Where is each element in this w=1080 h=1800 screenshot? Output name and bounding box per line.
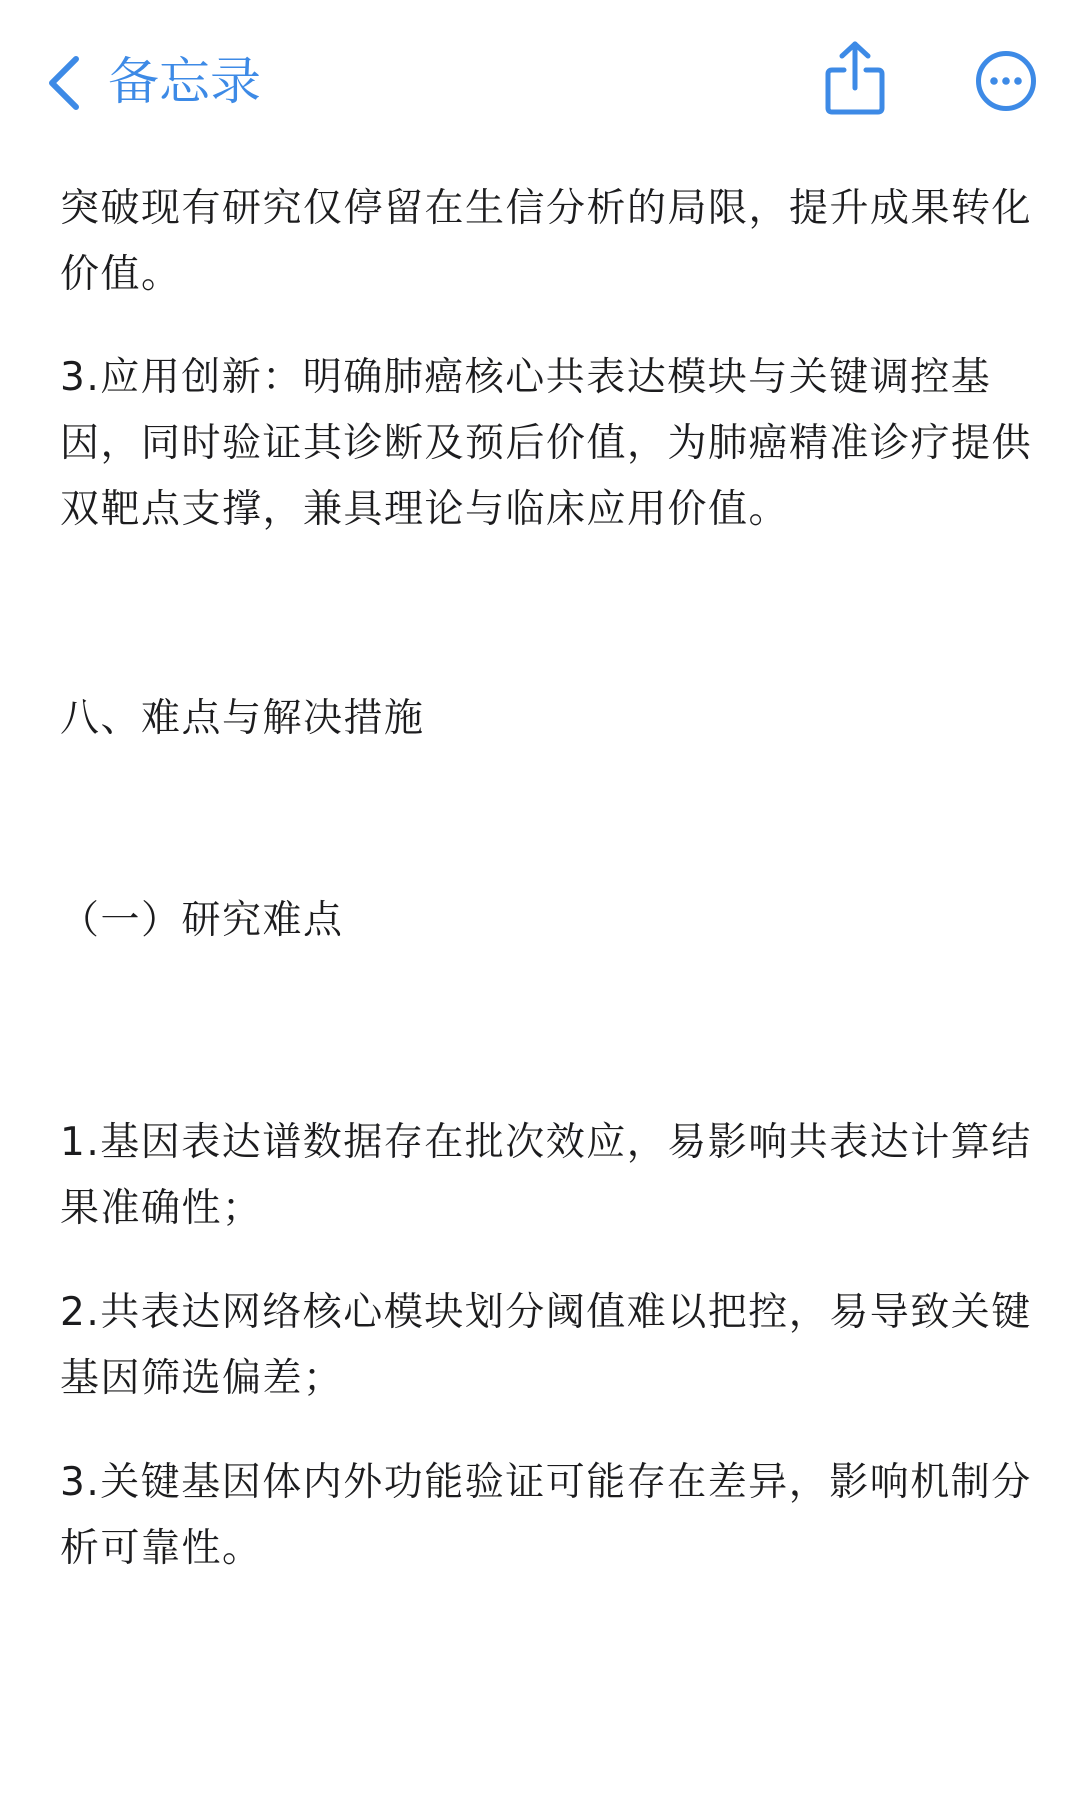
note-paragraph: 2.共表达网络核心模块划分阈值难以把控，易导致关键基因筛选偏差； bbox=[60, 1290, 1032, 1401]
back-button-label: 备忘录 bbox=[108, 53, 262, 112]
note-paragraph: 3.关键基因体内外功能验证可能存在差异，影响机制分析可靠性。 bbox=[60, 1460, 1032, 1571]
section-heading: 八、难点与解决措施 bbox=[60, 696, 425, 741]
note-paragraph: 突破现有研究仅停留在生信分析的局限，提升成果转化价值。 bbox=[60, 186, 1033, 297]
note-content[interactable] bbox=[60, 0, 1032, 1800]
note-paragraph: 1.基因表达谱数据存在批次效应，易影响共表达计算结果准确性； bbox=[60, 1120, 1032, 1231]
note-paragraph: 3.应用创新：明确肺癌核心共表达模块与关键调控基因，同时验证其诊断及预后价值，为肺癌精准诊疗提供双靶点支撑，兼具理论与临床应用价值。 bbox=[60, 355, 1033, 532]
subsection-heading: （一）研究难点 bbox=[60, 898, 344, 943]
